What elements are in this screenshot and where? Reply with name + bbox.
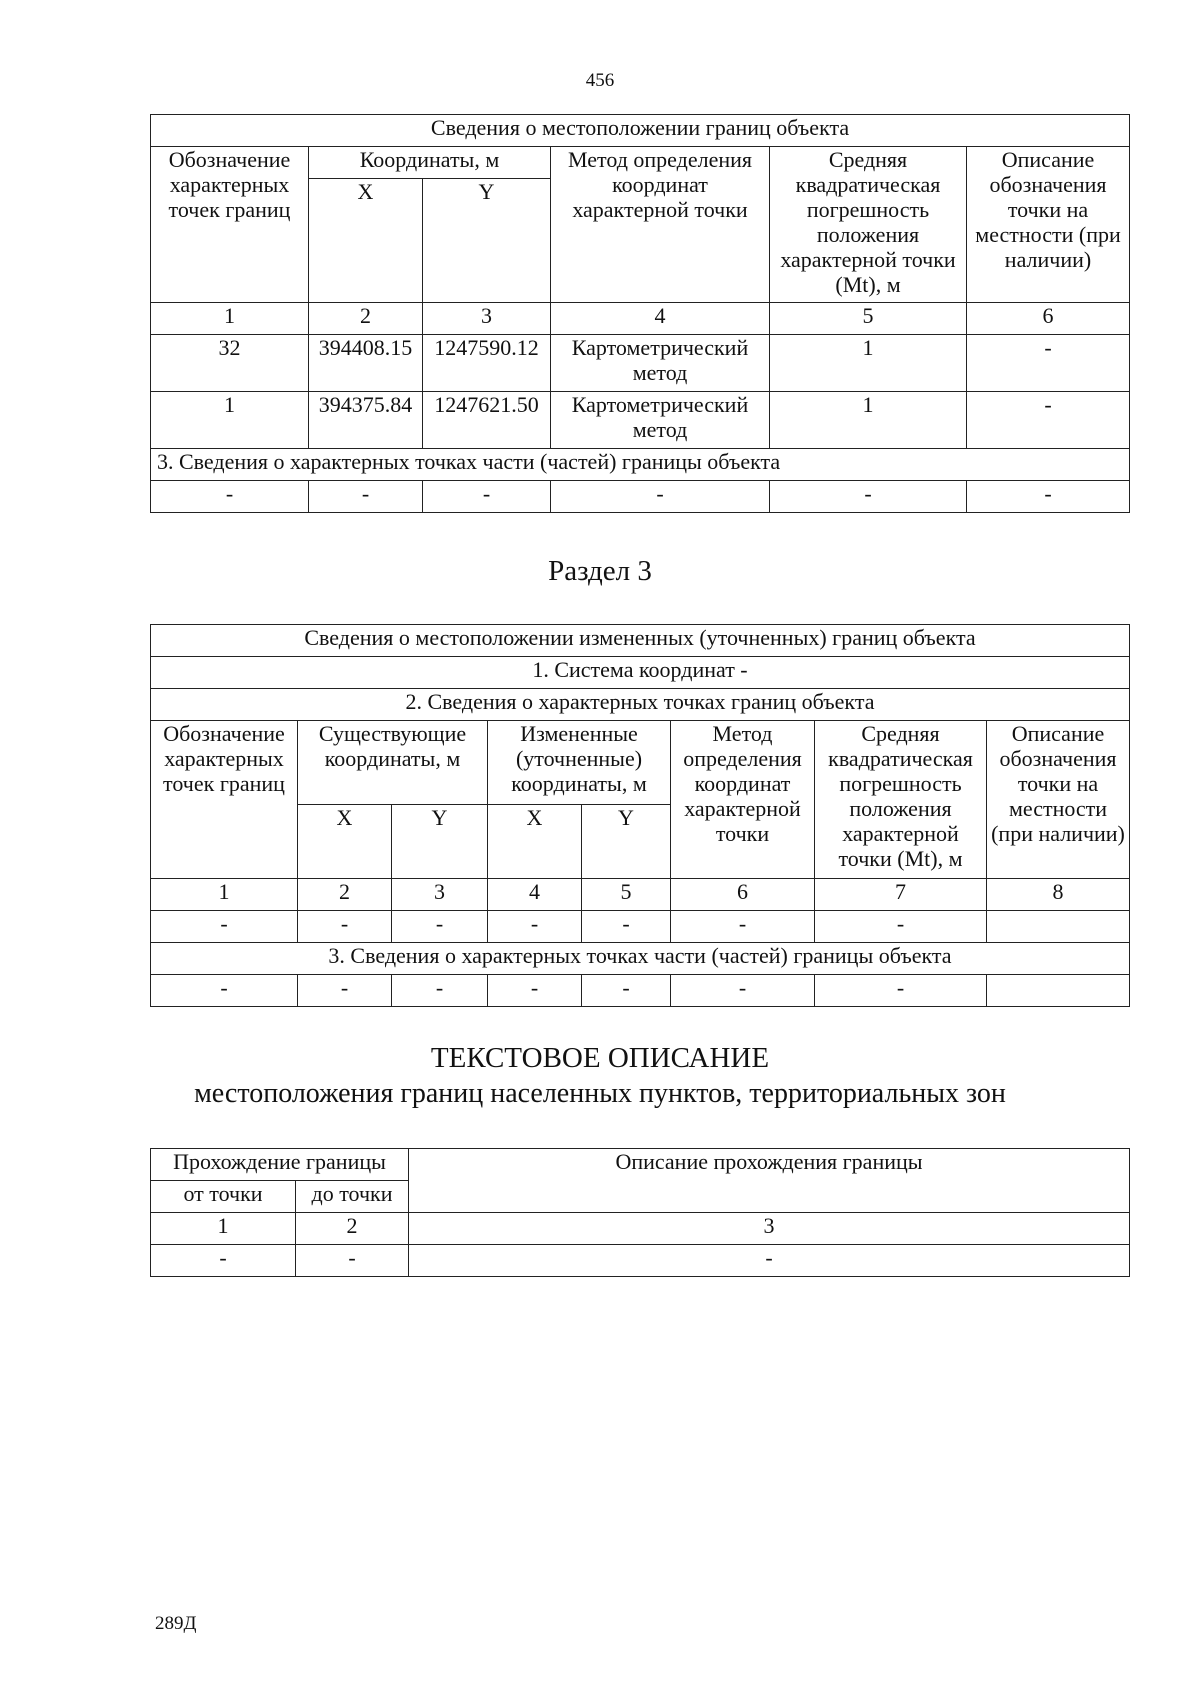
column-number: 4 (488, 879, 582, 911)
header-method: Метод определения координат характерной точки (671, 721, 815, 879)
column-number: 2 (298, 879, 392, 911)
column-number-row (151, 1213, 1130, 1245)
header-existing-coordinates: Существующие координаты, м (298, 721, 488, 805)
cell-description: - (967, 335, 1130, 392)
column-number: 8 (987, 879, 1130, 911)
header-from-point: от точки (151, 1181, 296, 1213)
cell-empty: - (392, 911, 488, 943)
cell-empty: - (151, 1245, 296, 1277)
cell-empty (987, 975, 1130, 1007)
header-description: Описание обозначения точки на местности (при наличии) (967, 147, 1130, 303)
text-description-subtitle: местоположения границ населенных пунктов, территориальных зон (194, 1078, 1006, 1109)
section-title: Раздел 3 (548, 555, 652, 587)
points-heading: 2. Сведения о характерных точках границ объекта (151, 689, 1130, 721)
header-error: Средняя квадратическая погрешность положения характерной точки (Mt), м (815, 721, 987, 879)
part-points-heading: 3. Сведения о характерных точках части (частей) границы объекта (151, 943, 1130, 975)
header-x: X (309, 179, 423, 303)
cell-empty: - (151, 975, 298, 1007)
table-title: Сведения о местоположении измененных (уточненных) границ объекта (151, 625, 1130, 657)
header-coordinates: Координаты, м (309, 147, 551, 179)
header-passage: Прохождение границы (151, 1149, 409, 1181)
cell-error: 1 (770, 335, 967, 392)
table-row (151, 335, 1130, 392)
column-number: 2 (309, 303, 423, 335)
header-designation: Обозначение характерных точек границ (151, 147, 309, 303)
table-title: Сведения о местоположении границ объекта (151, 115, 1130, 147)
cell-error: 1 (770, 392, 967, 449)
cell-empty: - (298, 911, 392, 943)
table-row (151, 481, 1130, 513)
cell-empty: - (151, 481, 309, 513)
text-description-title: ТЕКСТОВОЕ ОПИСАНИЕ (430, 1042, 770, 1074)
cell-empty: - (967, 481, 1130, 513)
column-number: 5 (582, 879, 671, 911)
footer-code: 289Д (155, 1613, 197, 1634)
cell-empty: - (298, 975, 392, 1007)
cell-empty: - (770, 481, 967, 513)
column-number-row (151, 303, 1130, 335)
cell-empty: - (423, 481, 551, 513)
header-description: Описание обозначения точки на местности (при наличии) (987, 721, 1130, 879)
table-row (151, 392, 1130, 449)
column-number: 3 (423, 303, 551, 335)
cell-empty: - (815, 911, 987, 943)
header-x: X (488, 805, 582, 879)
column-number: 6 (967, 303, 1130, 335)
cell-method: Картометрический метод (551, 392, 770, 449)
cell-empty: - (671, 911, 815, 943)
boundary-location-table (150, 114, 1130, 513)
header-changed-coordinates: Измененные (уточненные) координаты, м (488, 721, 671, 805)
cell-empty: - (815, 975, 987, 1007)
column-number: 5 (770, 303, 967, 335)
header-method: Метод определения координат характерной точки (551, 147, 770, 303)
column-number: 1 (151, 1213, 296, 1245)
header-x: X (298, 805, 392, 879)
column-number: 2 (296, 1213, 409, 1245)
cell-empty: - (309, 481, 423, 513)
table-row (151, 975, 1130, 1007)
cell-empty: - (409, 1245, 1130, 1277)
header-designation: Обозначение характерных точек границ (151, 721, 298, 879)
header-y: Y (392, 805, 488, 879)
cell-empty: - (296, 1245, 409, 1277)
cell-empty: - (151, 911, 298, 943)
column-number: 1 (151, 879, 298, 911)
header-y: Y (423, 179, 551, 303)
cell-y: 1247621.50 (423, 392, 551, 449)
column-number: 6 (671, 879, 815, 911)
cell-empty: - (671, 975, 815, 1007)
cell-x: 394375.84 (309, 392, 423, 449)
coordinate-system: 1. Система координат - (151, 657, 1130, 689)
part-points-heading: 3. Сведения о характерных точках части (частей) границы объекта (151, 449, 1130, 481)
column-number-row (151, 879, 1130, 911)
column-number: 3 (392, 879, 488, 911)
header-y: Y (582, 805, 671, 879)
cell-empty (987, 911, 1130, 943)
table-row (151, 911, 1130, 943)
cell-x: 394408.15 (309, 335, 423, 392)
cell-empty: - (582, 911, 671, 943)
table-row (151, 1245, 1130, 1277)
column-number: 3 (409, 1213, 1130, 1245)
cell-point: 1 (151, 392, 309, 449)
header-error: Средняя квадратическая погрешность положения характерной точки (Mt), м (770, 147, 967, 303)
cell-empty: - (488, 975, 582, 1007)
cell-y: 1247590.12 (423, 335, 551, 392)
cell-empty: - (392, 975, 488, 1007)
cell-point: 32 (151, 335, 309, 392)
cell-empty: - (551, 481, 770, 513)
header-to-point: до точки (296, 1181, 409, 1213)
boundary-passage-table (150, 1148, 1130, 1277)
cell-description: - (967, 392, 1130, 449)
changed-boundary-table (150, 624, 1130, 1007)
cell-method: Картометрический метод (551, 335, 770, 392)
column-number: 1 (151, 303, 309, 335)
header-passage-description: Описание прохождения границы (409, 1149, 1130, 1213)
column-number: 4 (551, 303, 770, 335)
cell-empty: - (488, 911, 582, 943)
page-number: 456 (585, 70, 615, 91)
cell-empty: - (582, 975, 671, 1007)
column-number: 7 (815, 879, 987, 911)
